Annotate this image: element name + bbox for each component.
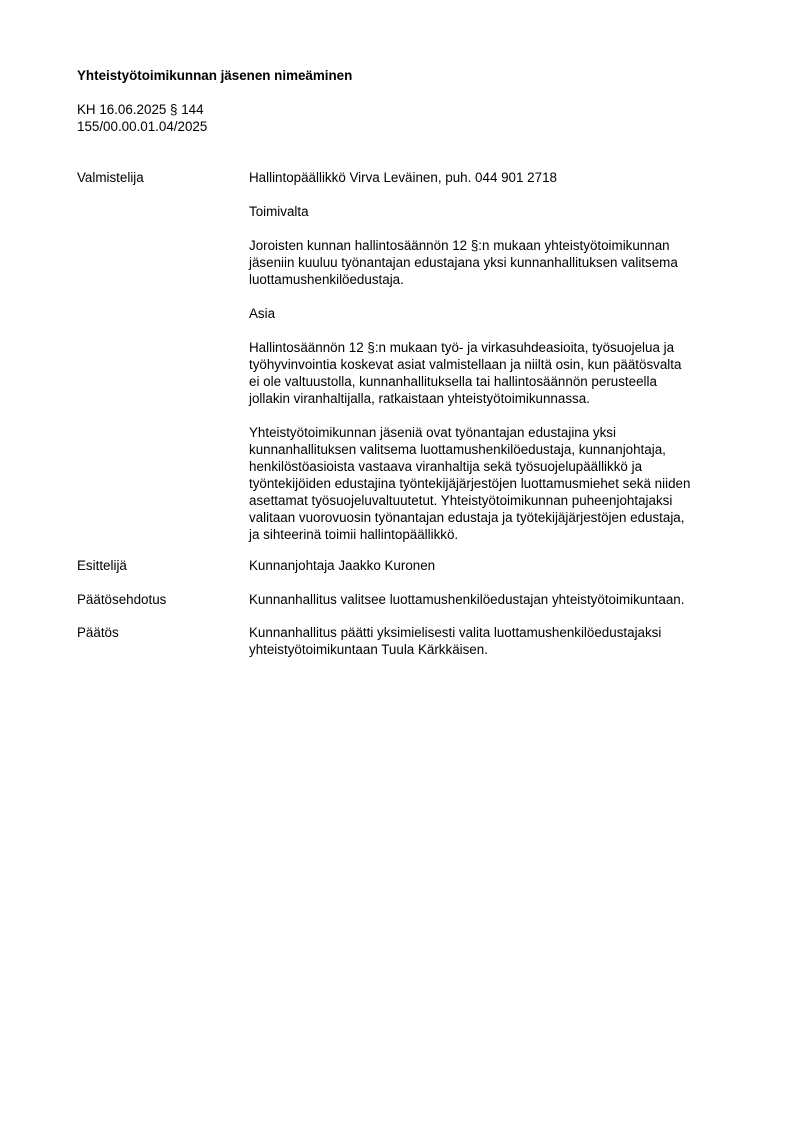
paragraph-line: Hallintosäännön 12 §:n mukaan työ- ja virkasuhdeasioita, työsuojelua ja (249, 340, 675, 355)
section-label-paatos: Päätös (77, 625, 119, 640)
paragraph-line: Yhteistyötoimikunnan jäseniä ovat työnantajan edustajina yksi (249, 425, 616, 440)
paragraph-line: ei ole valtuustolla, kunnanhallituksella tai hallintosäännön perusteella (249, 374, 657, 389)
section-content-paatosehdotus (249, 591, 739, 608)
section-label-esittelija: Esittelijä (77, 558, 127, 573)
paragraph-asia-2 (249, 424, 739, 543)
decision-line: Kunnanhallitus päätti yksimielisesti valita luottamushenkilöedustajaksi (249, 625, 662, 640)
preparer-line (249, 169, 739, 186)
meeting-reference: KH 16.06.2025 § 144 (77, 102, 204, 117)
heading-toimivalta-text: Toimivalta (249, 204, 309, 219)
paragraph-line: kunnanhallituksen valitsema luottamushenkilöedustaja, kunnanjohtaja, (249, 442, 666, 457)
section-label-paatosehdotus: Päätösehdotus (77, 592, 167, 607)
presenter-text: Kunnanjohtaja Jaakko Kuronen (249, 558, 436, 573)
paragraph-line: jäseniin kuuluu työnantajan edustajana yksi kunnanhallituksen valitsema (249, 255, 678, 270)
paragraph-line: valitaan vuorovuosin työnantajan edustaja ja työtekijäjärjestöjen edustaja, (249, 510, 685, 525)
paragraph-asia-1 (249, 339, 739, 407)
paragraph-line: Joroisten kunnan hallintosäännön 12 §:n mukaan yhteistyötoimikunnan (249, 238, 670, 253)
section-label-valmistelija: Valmistelija (77, 170, 144, 185)
decision-line: yhteistyötoimikuntaan Tuula Kärkkäisen. (249, 642, 488, 657)
paragraph-line: henkilöstöasioista vastaava viranhaltija sekä työsuojelupäällikkö ja (249, 459, 643, 474)
proposal-text: Kunnanhallitus valitsee luottamushenkilöedustajan yhteistyötoimikuntaan. (249, 592, 685, 607)
paragraph-line: ja sihteerinä toimii hallintopäällikkö. (249, 527, 459, 542)
paragraph-line: työntekijöiden edustajina työntekijäjärjestöjen luottamusmiehet sekä niiden (249, 476, 691, 491)
section-content-paatos (249, 624, 739, 658)
preparer-text: Hallintopäällikkö Virva Leväinen, puh. 044 901 2718 (249, 170, 557, 185)
paragraph-line: jollakin viranhaltijalla, ratkaistaan yhteistyötoimikunnassa. (249, 391, 590, 406)
document-title: Yhteistyötoimikunnan jäsenen nimeäminen (77, 68, 353, 83)
heading-toimivalta (249, 203, 739, 220)
paragraph-line: työhyvinvointia koskevat asiat valmistellaan ja niiltä osin, kun päätösvalta (249, 357, 682, 372)
section-content-esittelija (249, 557, 739, 574)
paragraph-line: luottamushenkilöedustaja. (249, 272, 404, 287)
paragraph-line: asettamat työsuojeluvaltuutetut. Yhteistyötoimikunnan puheenjohtajaksi (249, 493, 673, 508)
heading-asia (249, 305, 739, 322)
record-number: 155/00.00.01.04/2025 (77, 119, 208, 134)
section-content-valmistelija (249, 169, 739, 543)
paragraph-toimivalta (249, 237, 739, 288)
heading-asia-text: Asia (249, 306, 276, 321)
